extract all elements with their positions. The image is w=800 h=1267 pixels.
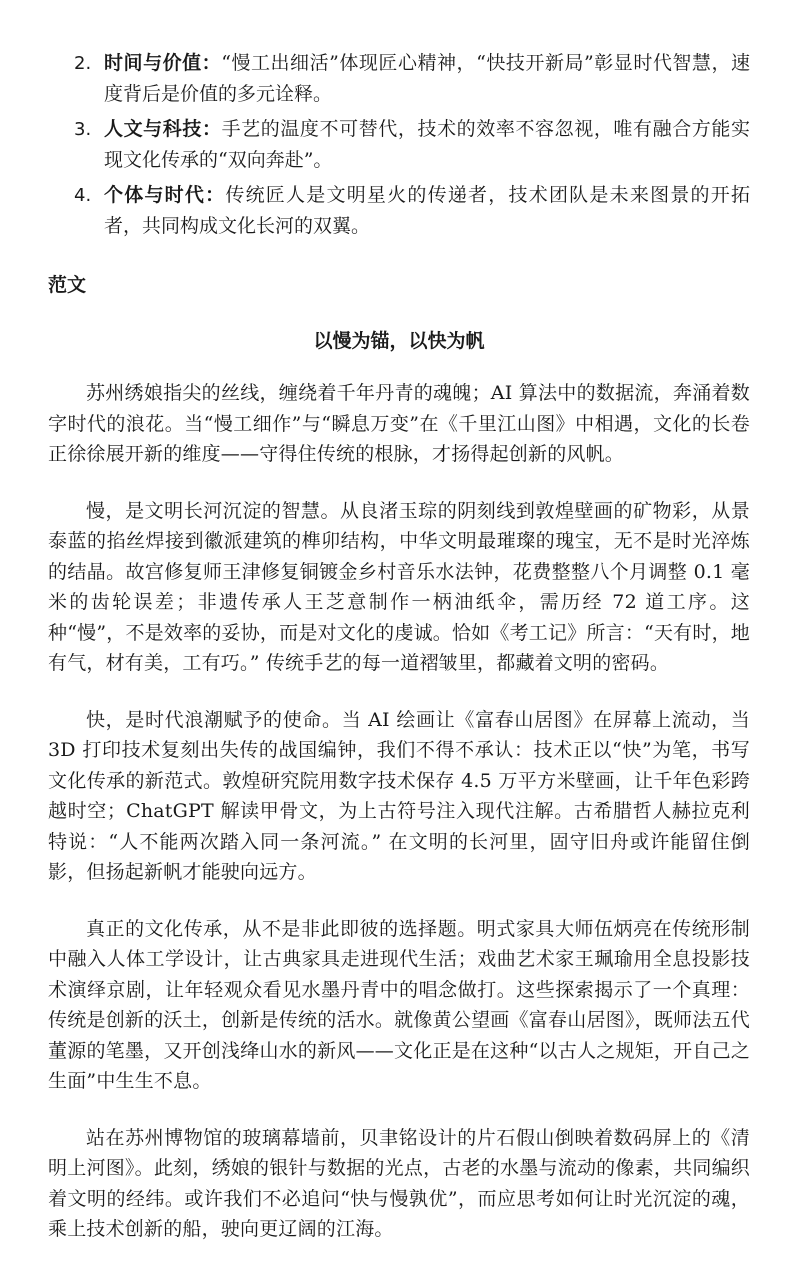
list-item-heading: 人文与科技： <box>104 118 222 140</box>
essay-paragraph: 站在苏州博物馆的玻璃幕墙前，贝聿铭设计的片石假山倒映着数码屏上的《清明上河图》。此刻，绣娘的银针与数据的光点，古老的水墨与流动的像素，共同编织着文明的经纬。或许我们不必追问“快与慢孰优”，而应思考如何让时光沉淀的魂，乘上技术创新的船，驶向更辽阔的江海。 <box>48 1126 750 1240</box>
list-number: 4. <box>74 185 92 206</box>
essay-paragraph: 慢，是文明长河沉淀的智慧。从良渚玉琮的阴刻线到敦煌壁画的矿物彩，从景泰蓝的掐丝焊接到徽派建筑的榫卯结构，中华文明最璀璨的瑰宝，无不是时光淬炼的结晶。故宫修复师王津修复铜镀金乡村音乐水法钟，花费整整八个月调整 0.1 毫米的齿轮误差；非遗传承人王芝意制作一柄油纸伞，需历经 72 道工序。这种“慢”，不是效率的妥协，而是对文化的虔诚。恰如《考工记》所言：“天有时，地有气，材有美，工有巧。” 传统手艺的每一道褶皱里，都藏着文明的密码。 <box>48 499 750 674</box>
essay-paragraph: 苏州绣娘指尖的丝线，缠绕着千年丹青的魂魄；AI 算法中的数据流，奔涌着数字时代的浪花。当“慢工细作”与“瞬息万变”在《千里江山图》中相遇，文化的长卷正徐徐展开新的维度——守得住传统的根脉，才扬得起创新的风帆。 <box>48 382 750 465</box>
essay-paragraph: 快，是时代浪潮赋予的使命。当 AI 绘画让《富春山居图》在屏幕上流动，当 3D 打印技术复刻出失传的战国编钟，我们不得不承认：技术正以“快”为笔，书写文化传承的新范式。敦煌研究院用数字技术保存 4.5 万平方米壁画，让千年色彩跨越时空；ChatGPT 解读甲骨文，为上古符号注入现代注解。古希腊哲人赫拉克利特说：“人不能两次踏入同一条河流。” 在文明的长河里，固守旧舟或许能留住倒影，但扬起新帆才能驶向远方。 <box>48 708 750 883</box>
document-page <box>48 48 750 1245</box>
list-number: 3. <box>74 119 92 140</box>
list-item-heading: 个体与时代： <box>104 184 226 206</box>
list-item <box>48 48 750 110</box>
section-label: 范文 <box>48 274 87 296</box>
list-item-text: 手艺的温度不可替代，技术的效率不容忽视，唯有融合方能实现文化传承的“双向奔赴”。 <box>104 118 750 171</box>
essay-title: 以慢为锚，以快为帆 <box>313 330 485 352</box>
numbered-list <box>48 48 750 242</box>
list-item-heading: 时间与价值： <box>104 52 222 74</box>
list-number: 2. <box>74 53 92 74</box>
essay-paragraph: 真正的文化传承，从不是非此即彼的选择题。明式家具大师伍炳亮在传统形制中融入人体工学设计，让古典家具走进现代生活；戏曲艺术家王珮瑜用全息投影技术演绎京剧，让年轻观众看见水墨丹青中的唱念做打。这些探索揭示了一个真理：传统是创新的沃土，创新是传统的活水。就像黄公望画《富春山居图》，既师法五代董源的笔墨，又开创浅绛山水的新风——文化正是在这种“以古人之规矩，开自己之生面”中生生不息。 <box>48 917 750 1092</box>
list-item-text: “慢工出细活”体现匠心精神，“快技开新局”彰显时代智慧，速度背后是价值的多元诠释。 <box>104 52 750 105</box>
list-item <box>48 180 750 242</box>
list-item <box>48 114 750 176</box>
list-item-text: 传统匠人是文明星火的传递者，技术团队是未来图景的开拓者，共同构成文化长河的双翼。 <box>104 184 750 237</box>
